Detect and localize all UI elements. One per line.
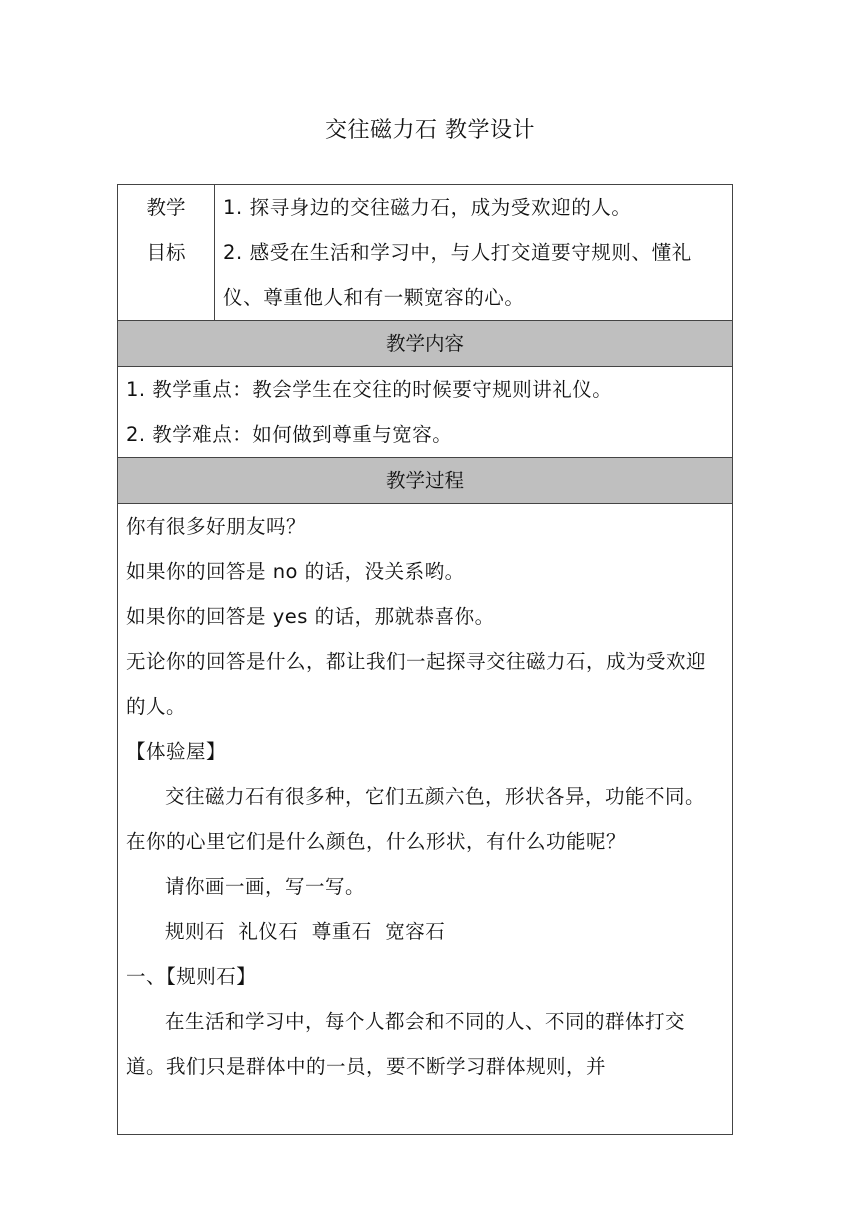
process-paragraph: 在生活和学习中，每个人都会和不同的人、不同的群体打交道。我们只是群体中的一员，要不断学习群体规则，并 [126, 1010, 686, 1078]
process-header-row [118, 458, 733, 504]
process-paragraph: 如果你的回答是 yes 的话，那就恭喜你。 [126, 605, 495, 628]
document-title: 交往磁力石 教学设计 [325, 118, 535, 143]
process-row [118, 504, 733, 1135]
process-paragraph: 交往磁力石有很多种，它们五颜六色，形状各异，功能不同。在你的心里它们是什么颜色，什么形状，有什么功能呢？ [126, 785, 706, 853]
process-paragraph: 无论你的回答是什么，都让我们一起探寻交往磁力石，成为受欢迎的人。 [126, 650, 707, 718]
process-paragraph: 请你画一画，写一写。 [165, 875, 366, 898]
objective-item: 2. 感受在生活和学习中，与人打交道要守规则、懂礼仪、尊重他人和有一颗宽容的心。 [223, 241, 692, 309]
objectives-label-cell [118, 185, 215, 321]
experience-house-heading: 【体验屋】 [126, 740, 227, 763]
content-cell [118, 367, 733, 458]
objectives-label-line1: 教学 [146, 196, 186, 219]
objectives-cell [215, 185, 733, 321]
objectives-label-line2: 目标 [146, 241, 186, 264]
objective-item: 1. 探寻身边的交往磁力石，成为受欢迎的人。 [223, 196, 632, 219]
process-paragraph: 如果你的回答是 no 的话，没关系哟。 [126, 560, 465, 583]
process-cell [118, 504, 733, 1135]
content-section-header: 教学内容 [118, 321, 733, 367]
content-header-row [118, 321, 733, 367]
lesson-plan-table [117, 184, 733, 1135]
content-item: 1. 教学重点：教会学生在交往的时候要守规则讲礼仪。 [126, 378, 613, 401]
stone-list: 规则石 礼仪石 尊重石 宽容石 [165, 920, 446, 943]
process-body [126, 504, 724, 1134]
rules-stone-heading: 一、【规则石】 [126, 965, 257, 988]
content-item: 2. 教学难点：如何做到尊重与宽容。 [126, 423, 453, 446]
content-row [118, 367, 733, 458]
process-paragraph: 你有很多好朋友吗？ [126, 515, 307, 538]
process-section-header: 教学过程 [118, 458, 733, 504]
objectives-row [118, 185, 733, 321]
